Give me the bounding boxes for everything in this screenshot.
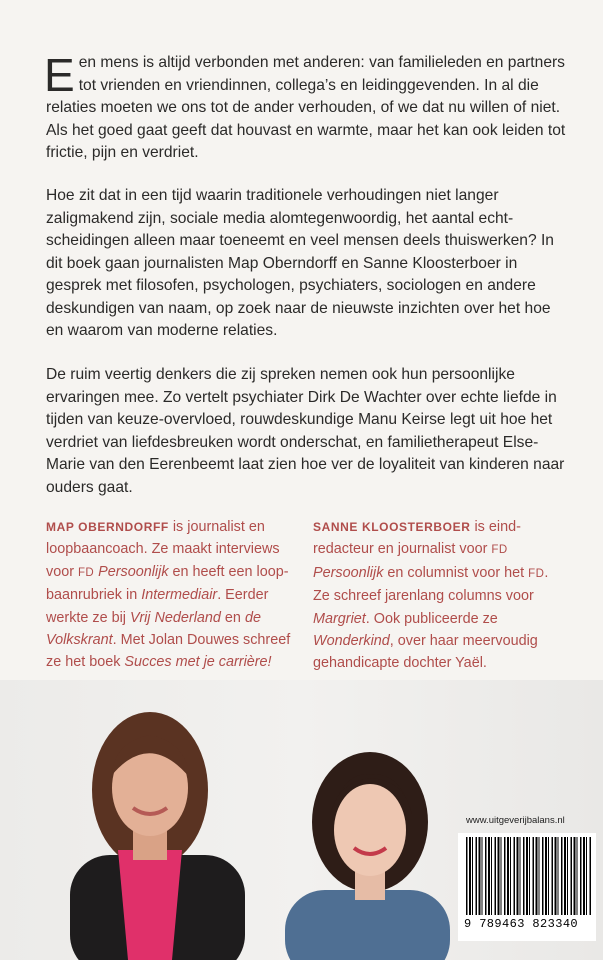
- bio-text: is eindredacteur en journalist voor: [313, 519, 521, 558]
- bio-text: . Met Jolan Douwes schreef ze het boek: [46, 632, 291, 671]
- bio-text: . Ook publiceerde ze: [365, 610, 498, 627]
- right-author-face: [334, 784, 406, 876]
- isbn-number: 9 789463 823340: [464, 917, 579, 931]
- bio-text: , over haar meervoudig gehandicapte dochter Yaël.: [313, 633, 538, 672]
- isbn-barcode: [458, 833, 596, 941]
- bio-text: en heeft een loopbaanrubriek in: [46, 563, 289, 604]
- left-author-blouse: [118, 850, 182, 960]
- fd-abbreviation: FD: [491, 544, 508, 557]
- right-author-denim-shirt: [285, 890, 450, 960]
- publication-title: Vrij Nederland: [129, 609, 221, 626]
- publication-title: Wonderkind: [313, 633, 390, 650]
- intro-paragraph-1: [44, 49, 566, 165]
- bio-text: . Eerder werkte ze bij: [46, 587, 269, 626]
- author-bio-map-oberndorff: [46, 516, 296, 674]
- publisher-website[interactable]: www.uitgeverijbalans.nl: [466, 815, 565, 826]
- publication-title: Persoonlijk: [313, 564, 384, 581]
- intro-paragraph-3: De ruim veertig denkers die zij spreken nemen ook hun persoonlijke ervaringen mee. Zo vertelt psychiater Dirk De Wachter over echte liefde in tijden van keuze-overvloed, rouwdeskundige Manu Keirse legt uit hoe het verdriet van liefdesbreuken wordt onderschat, en familietherapeut Else-Marie van den Eerenbeemt laat zien hoe ver de loyaliteit van kinderen naar ouders gaat.: [46, 366, 565, 496]
- publication-title: Persoonlijk: [94, 563, 169, 580]
- author-name: SANNE KLOOSTERBOER: [313, 520, 471, 534]
- fd-abbreviation: FD: [528, 567, 545, 580]
- bio-text: en: [220, 609, 245, 626]
- intro-paragraph-1-text: en mens is altijd verbonden met anderen: van familieleden en partners tot vrienden en vriendinnen, collega’s en leidinggevenden. In al die relaties moeten we ons tot de ander verhouden, of we dat nu willen of niet. Als het goed gaat geeft dat houvast en warmte, maar het kan ook leiden tot frictie, pijn en verdriet.: [46, 54, 566, 161]
- publication-title: de Volkskrant: [46, 609, 261, 649]
- publication-title: Margriet: [313, 610, 366, 627]
- book-title: Succes met je carrière!: [124, 654, 272, 671]
- dropcap-letter: E: [44, 49, 75, 101]
- author-name: MAP OBERNDORFF: [46, 520, 169, 534]
- barcode-bars: [466, 837, 592, 915]
- bio-text: en columnist voor het: [383, 564, 529, 581]
- bio-text: . Ze schreef jarenlang columns voor: [313, 564, 549, 605]
- author-bio-sanne-kloosterboer: [313, 516, 563, 675]
- intro-paragraph-2: Hoe zit dat in een tijd waarin traditionele verhoudingen niet langer zaligmakend zijn, sociale media alomtegenwoordig, het aantal echtscheidingen alleen maar toeneemt en veel mensen deels thuiswerken? In dit boek gaan journalisten Map Oberndorff en Sanne Kloosterboer in gesprek met filosofen, psychologen, psychiaters, sociologen en andere deskundigen van naam, op zoek naar de nieuwste inzichten over het hoe en waarom van moderne relaties.: [46, 187, 554, 339]
- bio-text: is journalist en loopbaancoach. Ze maakt interviews voor: [46, 519, 280, 580]
- fd-abbreviation: FD: [78, 566, 95, 579]
- publication-title: Intermediair: [141, 587, 218, 604]
